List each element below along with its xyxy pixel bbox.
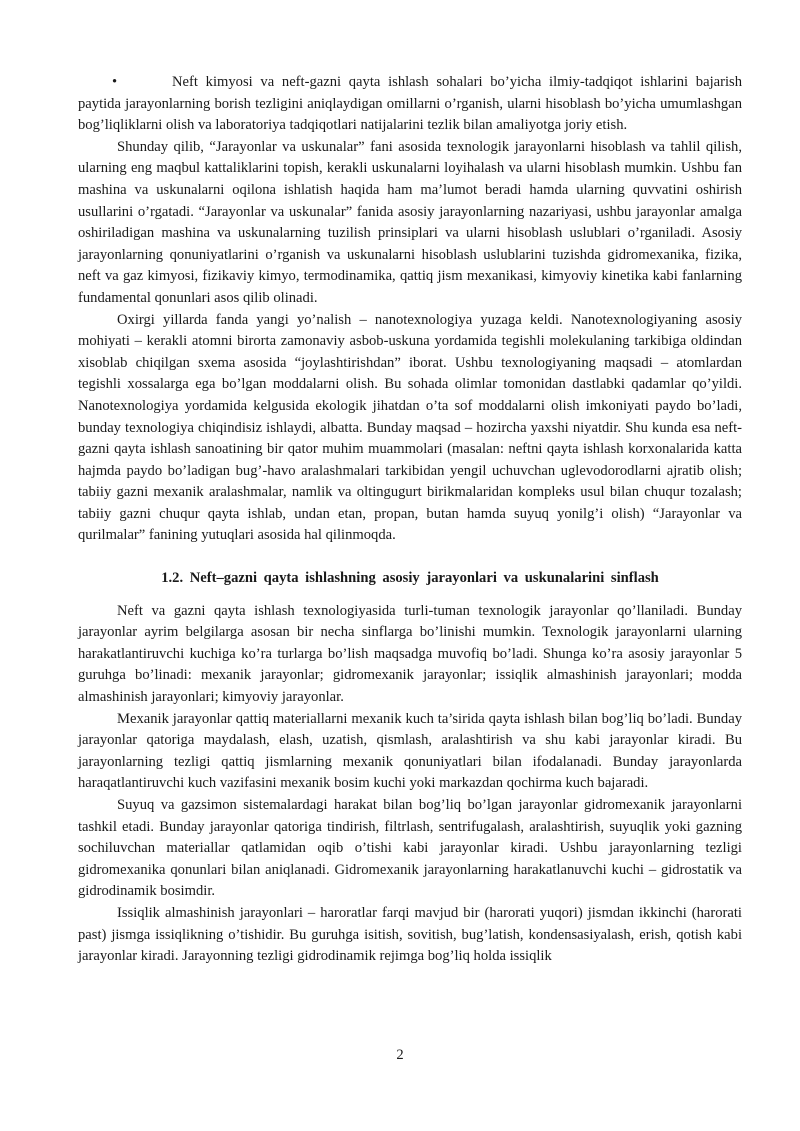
bullet-paragraph <box>78 72 742 137</box>
bullet-marker: • <box>112 74 118 90</box>
bullet-paragraph-text: Neft kimyosi va neft-gazni qayta ishlash sohalari bo’yicha ilmiy-tadqiqot ishlarini bajarish paytida jarayonlarning borish tezligini aniqlaydigan omillarni o’rganish, ularni hisoblash bo’yicha umumlashgan bog’liqliklarni olish va laboratoriya tadqiqotlari natijalarini tezlik bilan amaliyotga joriy etish. <box>78 74 742 134</box>
paragraph: Shunday qilib, “Jarayonlar va uskunalar” fani asosida texnologik jarayonlarni hisoblash va tahlil qilish, ularning eng maqbul kattaliklarini topish, kerakli uskunalarni loyihalash va ularni hisoblash mumkin. Ushbu fan mashina va uskunalarni oqilona ishlatish haqida ham ma’lumot beradi hamda ularning quvvatini oshirish usullarini o’rgatadi. “Jarayonlar va uskunalar” fanida asosiy jarayonlarning nazariyasi, ushbu jarayonlar amalga oshiriladigan mashina va uskunalarning tuzilish prinsiplari va ularni hisoblash uslublari o’rganiladi. Asosiy jarayonlarning qonuniyatlarini o’rganish va uskunalarni hisoblash uslublarini tuzishda gidromexanika, fizika, neft va gaz kimyosi, fizikaviy kimyo, termodinamika, qattiq jism mexanikasi, kimyoviy kinetika kabi fanlarning fundamental qonunlari asos qilib olinadi. <box>78 138 742 306</box>
paragraph: Neft va gazni qayta ishlash texnologiyasida turli-tuman texnologik jarayonlar qo’llaniladi. Bunday jarayonlar ayrim belgilarga asosan bir necha sinflarga bo’linishi mumkin. Texnologik jarayonlarni ularning harakatlantiruvchi kuchiga ko’ra turlarga bo’lish maqsadga muvofiq bo’ladi. Shunga ko’ra asosiy jarayonlar 5 guruhga bo’linadi: mexanik jarayonlar; gidromexanik jarayonlar; issiqlik almashinish jarayonlari; modda almashinish jarayonlari; kimyoviy jarayonlar. <box>78 602 742 706</box>
document-page <box>78 72 742 968</box>
paragraph: Suyuq va gazsimon sistemalardagi harakat bilan bog’liq bo’lgan jarayonlar gidromexanik jarayonlarni tashkil etadi. Bunday jarayonlar qatoriga tindirish, filtrlash, sentrifugalash, aralashtirish, suyuqlik yoki gazning sochiluvchan materiallar qatlamidan oqib o’tishi kabi jarayonlar kiradi. Ushbu jarayonlarning tezligi gidromexanika qonunlari bilan aniqlanadi. Gidromexanik jarayonlarning harakatlanuvchi kuchi – gidrostatik va gidrodinamik bosimdir. <box>78 797 742 900</box>
paragraph: Issiqlik almashinish jarayonlari – haroratlar farqi mavjud bir (harorati yuqori) jismdan ikkinchi (harorati past) jismga issiqlikning o’tishidir. Bu guruhga isitish, sovitish, bug’latish, kondensasiyalash, erish, qotish kabi jarayonlar kiradi. Jarayonning tezligi gidrodinamik rejimga bog’liq holda issiqlik <box>78 904 742 965</box>
paragraph: Mexanik jarayonlar qattiq materiallarni mexanik kuch ta’sirida qayta ishlash bilan bog’liq bo’ladi. Bunday jarayonlar qatoriga maydalash, elash, uzatish, qismlash, aralashtirish va shu kabi jarayonlar kiradi. Bu jarayonlarning tezligi qattiq jismlarning mexanik qonuniyatlari bilan ifodalanadi. Bunday jarayonlarda haraqatlantiruvchi kuch vazifasini mexanik bosim kuchi yoki markazdan qochirma kuch bajaradi. <box>78 710 742 792</box>
page-number: 2 <box>396 1047 404 1063</box>
paragraph: Oxirgi yillarda fanda yangi yo’nalish – nanotexnologiya yuzaga keldi. Nanotexnologiyaning asosiy mohiyati – kerakli atomni birorta zamonaviy asbob-uskuna yordamida tegishli molekulaning tarkibiga oldindan xisoblab chiqilgan sxema asosida “joylashtirishdan” iborat. Ushbu texnologiyaning maqsadi – atomlardan tegishli xossalarga ega bo’lgan moddalarni olish. Bu sohada olimlar tomonidan dastlabki qadamlar qo’yildi. Nanotexnologiya yordamida kelgusida ekologik jihatdan o’ta sof moddalarni olish imkoniyati paydo bo’ladi, bunday texnologiya chiqindisiz ishlaydi, albatta. Bunday maqsad – hozircha yaxshi niyatdir. Shu kunda esa neft-gazni qayta ishlash sanoatining bir qator muhim muammolari (masalan: neftni qayta ishlash korxonalarida katta hajmda paydo bo’ladigan bug’-havo aralashmalari tarkibidan yengil uchuvchan uglevodorodlarni ajratib olish; tabiiy gazni mexanik aralashmalar, namlik va oltingugurt birikmalaridan kompleks usul bilan chuqur tozalash; tabiiy gazni chuqur qayta ishlab, undan etan, propan, butan hamda suyuq yonilg’i olish) “Jarayonlar va qurilmalar” fanining yutuqlari asosida hal qilinmoqda. <box>78 311 742 544</box>
section-heading: 1.2. Neft–gazni qayta ishlashning asosiy jarayonlari va uskunalarini sinflash <box>161 570 659 587</box>
